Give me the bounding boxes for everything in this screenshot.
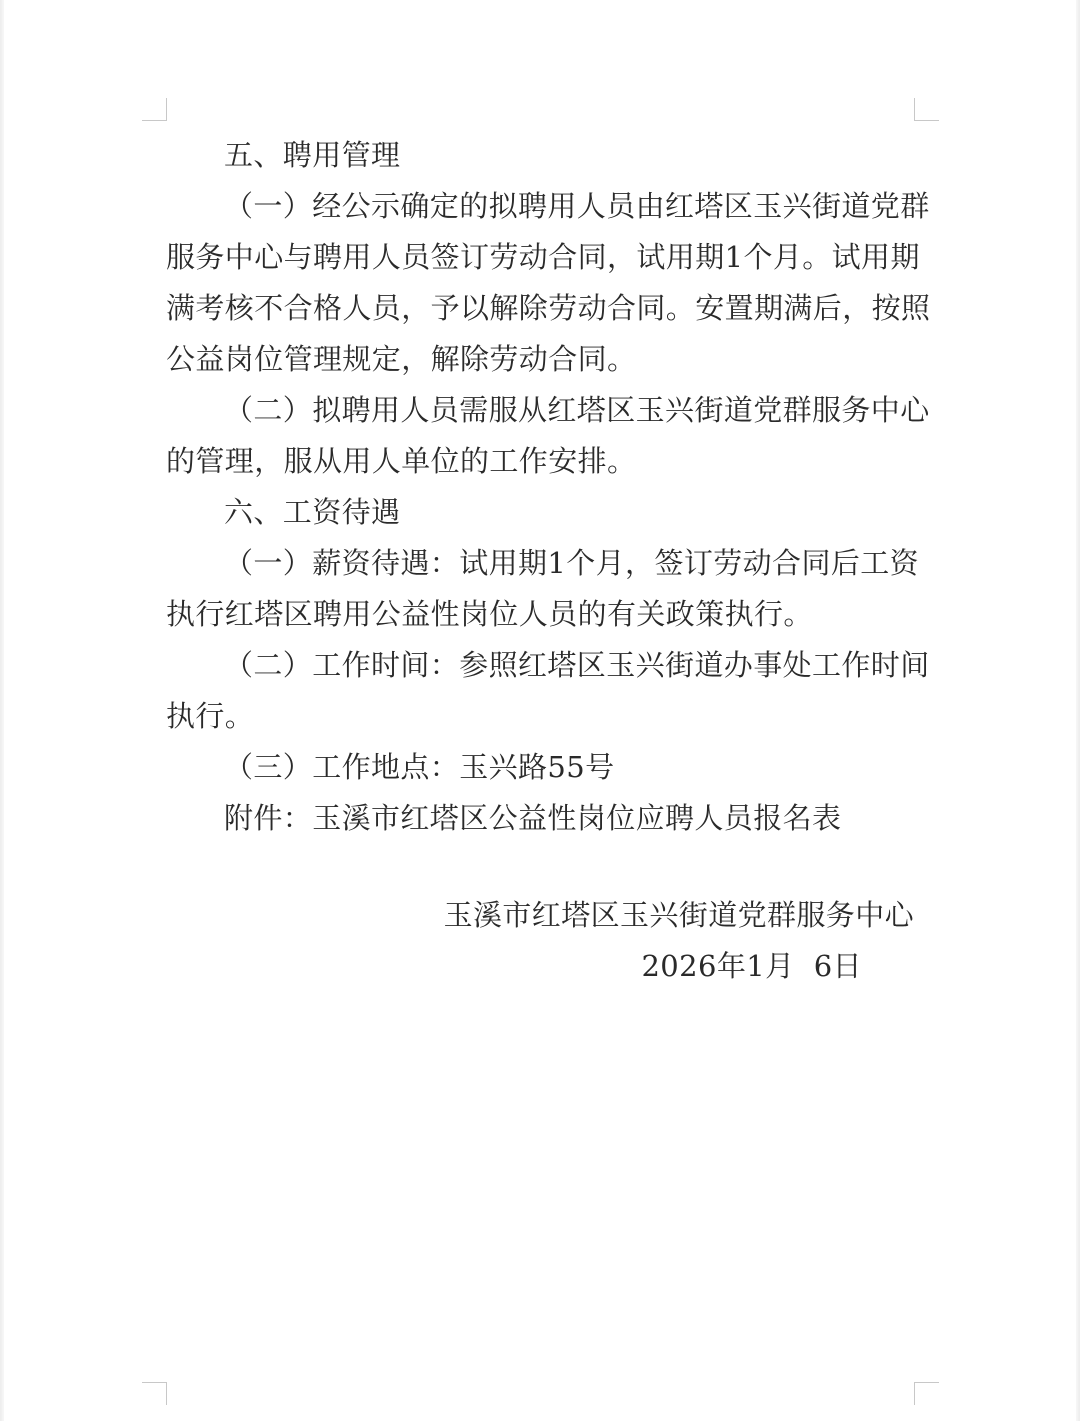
paragraph-work-hours bbox=[166, 640, 930, 742]
margin-corner-top-right bbox=[914, 98, 939, 121]
paragraph-line: 满考核不合格人员，予以解除劳动合同。安置期满后，按照 bbox=[166, 291, 931, 325]
signature-block bbox=[444, 890, 914, 992]
paragraph-line: （一）经公示确定的拟聘用人员由红塔区玉兴街道党群 bbox=[224, 189, 930, 223]
section-heading-salary: 六、工资待遇 bbox=[224, 495, 401, 529]
paragraph-line: 执行。 bbox=[166, 699, 255, 733]
paragraph-obey-management bbox=[166, 385, 930, 487]
page-left-edge bbox=[0, 0, 4, 1421]
paragraph-line: 执行红塔区聘用公益性岗位人员的有关政策执行。 bbox=[166, 597, 813, 631]
signature-organization: 玉溪市红塔区玉兴街道党群服务中心 bbox=[443, 898, 914, 932]
margin-corner-bottom-right bbox=[914, 1382, 939, 1405]
paragraph-line: 的管理，服从用人单位的工作安排。 bbox=[166, 444, 637, 478]
signature-date: 2026年1月 6日 bbox=[641, 949, 862, 983]
document-body bbox=[166, 130, 931, 844]
paragraph-work-location: （三）工作地点：玉兴路55号 bbox=[224, 750, 615, 784]
attachment-note: 附件：玉溪市红塔区公益性岗位应聘人员报名表 bbox=[224, 801, 842, 835]
section-heading-employment-management: 五、聘用管理 bbox=[224, 138, 401, 172]
paragraph-salary bbox=[166, 538, 920, 640]
margin-corner-top-left bbox=[142, 98, 167, 121]
page-right-edge bbox=[1076, 0, 1080, 1421]
margin-corner-bottom-left bbox=[142, 1382, 167, 1405]
paragraph-line: （二）拟聘用人员需服从红塔区玉兴街道党群服务中心 bbox=[224, 393, 930, 427]
paragraph-line: 服务中心与聘用人员签订劳动合同，试用期1个月。试用期 bbox=[166, 240, 920, 274]
paragraph-line: 公益岗位管理规定，解除劳动合同。 bbox=[166, 342, 637, 376]
paragraph-line: （二）工作时间：参照红塔区玉兴街道办事处工作时间 bbox=[224, 648, 930, 682]
paragraph-contract bbox=[166, 181, 931, 385]
paragraph-line: （一）薪资待遇：试用期1个月，签订劳动合同后工资 bbox=[224, 546, 920, 580]
